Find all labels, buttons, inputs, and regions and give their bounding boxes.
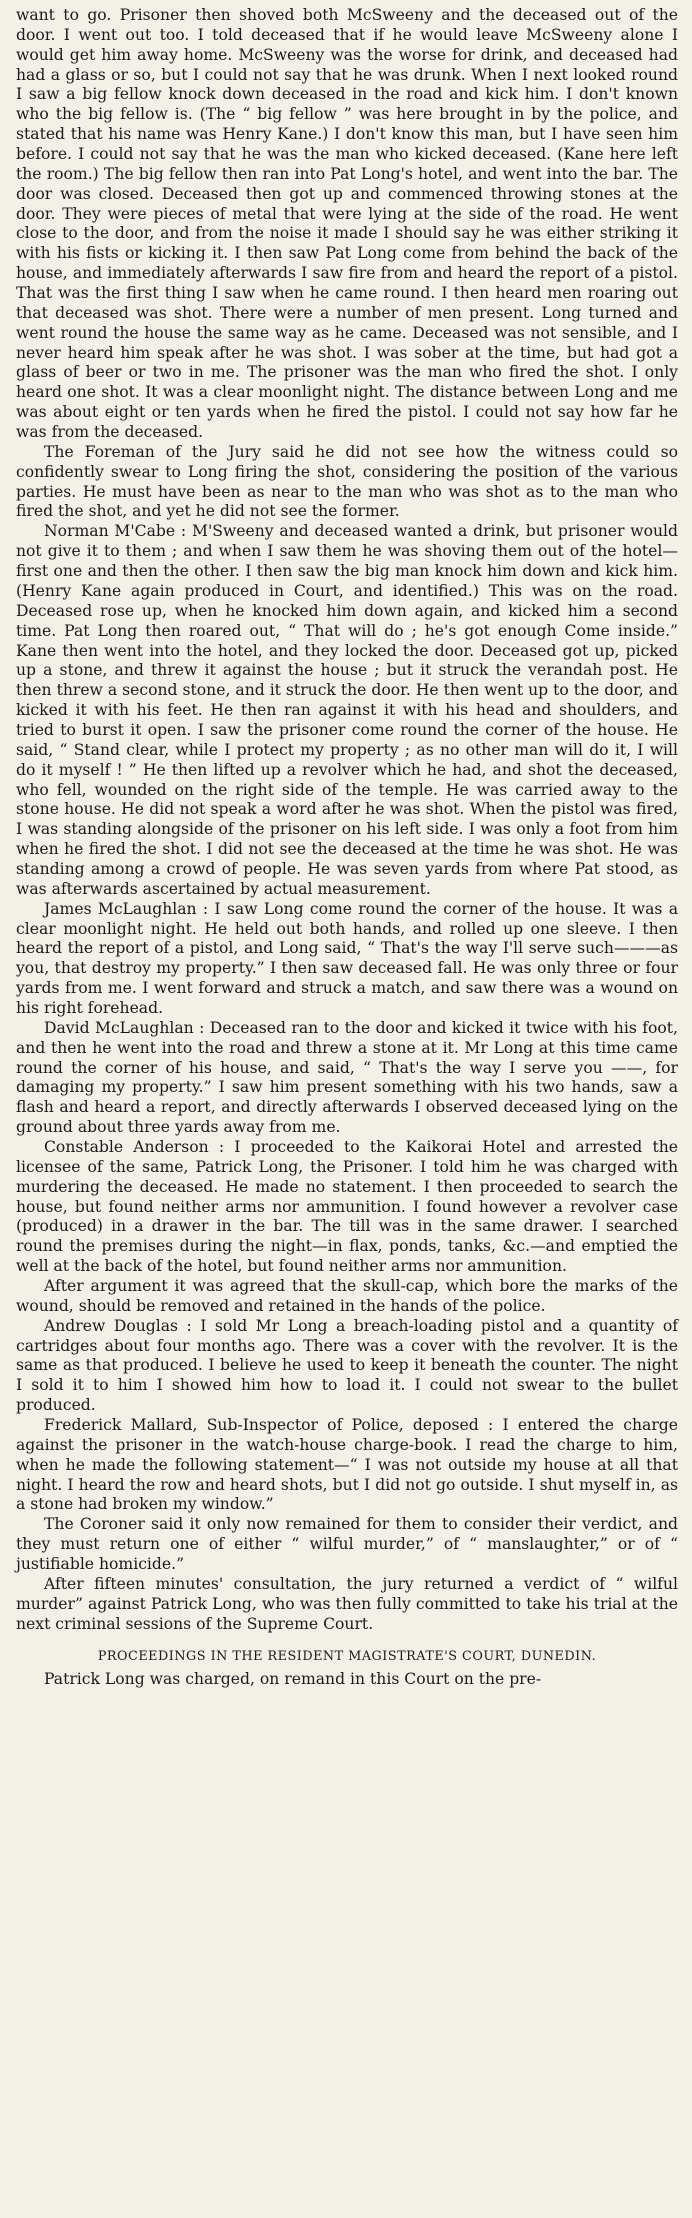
speaker: Constable Anderson : [44,1137,225,1156]
speaker: Norman M'Cabe : [44,522,187,541]
paragraph-text: The Foreman of the Jury said he did not see how the witness could so confidently swear to Long firing the shot, considering the position of the various parties. He must have been as near to the man who was shot as to the man who fired the shot, and yet he did not see the former. [16,442,678,521]
paragraph-james-mclaughlan [16,900,678,1019]
section-heading: PROCEEDINGS IN THE RESIDENT MAGISTRATE'S COURT, DUNEDIN. [97,1649,597,1665]
paragraph-text: I saw Long come round the corner of the house. It was a clear moonlight night. He held out both hands, and rolled up one sleeve. I then heard the report of a pistol, and Long said, “ That's the way I'll serve such———as you, that destroy my property.” I then saw deceased fall. He was only three or four yards from me. I went forward and struck a match, and saw there was a wound on his right forehead. [16,899,678,1017]
paragraph-text: M'Sweeny and deceased wanted a drink, but prisoner would not give it to them ; and when I saw them he was shoving them out of the hotel—first one and then the other. I then saw the big man knock him down and kick him. (Henry Kane again produced in Court, and identified.) This was on the road. Deceased rose up, when he knocked him down again, and kicked him a second time. Pat Long then roared out, “ That will do ; he's got enough Come inside.” Kane then went into the hotel, and they locked the door. Deceased got up, picked up a stone, and threw it against the house ; but it struck the verandah post. He then threw a second stone, and it struck the door. He then went up to the door, and kicked it with his feet. He then ran against it with his head and shoulders, and tried to burst it open. I saw the prisoner come round the corner of the house. He said, “ Stand clear, while I protect my property ; as no other man will do it, I will do it myself ! ” He then lifted up a revolver which he had, and shot the deceased, who fell, wounded on the right side of the temple. He was carried away to the stone house. He did not speak a word after he was shot. When the pistol was fired, I was standing alongside of the prisoner on his left side. I was only a foot from him when he fired the shot. I did not see the deceased at the time he was shot. He was standing among a crowd of people. He was seven yards from where Pat stood, as was afterwards ascertained by actual measurement. [16,522,678,898]
paragraph-text: After fifteen minutes' consultation, the jury returned a verdict of “ wilful murder” against Patrick Long, who was then fully committed to take his trial at the next criminal sessions of the Supreme Court. [16,1574,678,1633]
paragraph-verdict [16,1575,678,1635]
paragraph-text: want to go. Prisoner then shoved both McSweeny and the deceased out of the door. I went out too. I told deceased that if he would leave McSweeny alone I would get him away home. McSweeny was the worse for drink, and deceased had had a glass or so, but I could not say that he was drunk. When I next looked round I saw a big fellow knock down deceased in the road and kick him. I don't known who the big fellow is. (The “ big fellow ” was here brought in by the police, and stated that his name was Henry Kane.) I don't know this man, but I have seen him before. I could not say that he was the man who kicked deceased. (Kane here left the room.) The big fellow then ran into Pat Long's hotel, and went into the bar. The door was closed. Deceased then got up and commenced throwing stones at the door. They were pieces of metal that were lying at the side of the road. He went close to the door, and from the noise it made I should say he was either striking it with his fists or kicking it. I then saw Pat Long come from behind the back of the house, and immediately afterwards I saw fire from and heard the report of a pistol. That was the first thing I saw when he came round. I then heard men roaring out that deceased was shot. There were a number of men present. Long turned and went round the house the same way as he came. Deceased was not sensible, and I never heard him speak after he was shot. I was sober at the time, but had got a glass of beer or two in me. The prisoner was the man who fired the shot. I only heard one shot. It was a clear moonlight night. The distance between Long and me was about eight or ten yards when he fired the pistol. I could not say how far he was from the deceased. [16,6,678,442]
speaker: David McLaughlan : [44,1018,205,1037]
paragraph-witness-continuation [16,6,678,443]
closing-line: Patrick Long was charged, on remand in this Court on the pre- [44,1670,542,1689]
speaker: Frederick Mallard, Sub-Inspector of Police, deposed : [44,1416,494,1435]
paragraph-mallard [16,1416,678,1515]
paragraph-anderson [16,1138,678,1277]
paragraph-david-mclaughlan [16,1019,678,1138]
paragraph-skull-cap [16,1277,678,1317]
paragraph-coroner [16,1515,678,1575]
paragraph-text: After argument it was agreed that the skull-cap, which bore the marks of the wound, should be removed and retained in the hands of the police. [16,1277,678,1315]
speaker: Andrew Douglas : [44,1316,192,1335]
paragraph-foreman [16,443,678,522]
paragraph-text: I sold Mr Long a breach-loading pistol and a quantity of cartridges about four months ago. There was a cover with the revolver. It is the same as that produced. I believe he used to keep it beneath the counter. The night I sold it to him I showed him how to load it. I could not swear to the bullet produced. [16,1316,679,1415]
paragraph-text: I proceeded to the Kaikorai Hotel and arrested the licensee of the same, Patrick Long, the Prisoner. I told him he was charged with murdering the deceased. He made no statement. I then proceeded to search the house, but found neither arms nor ammunition. I found however a revolver case (produced) in a drawer in the bar. The till was in the same drawer. I searched round the premises during the night—in flax, ponds, tanks, &c.—and emptied the well at the back of the hotel, but found neither arms nor ammunition. [16,1137,678,1276]
paragraph-text: Deceased ran to the door and kicked it twice with his foot, and then he went into the road and threw a stone at it. Mr Long at this time came round the corner of his house, and said, “ That's the way I serve you ——, for damaging my property.” I saw him present something with his two hands, saw a flash and heard a report, and directly afterwards I observed deceased lying on the ground about three yards away from me. [16,1018,678,1137]
paragraph-text: I entered the charge against the prisoner in the watch-house charge-book. I read the charge to him, when he made the following statement—“ I was not outside my house at all that night. I heard the row and heard shots, but I did not go outside. I shut myself in, as a stone had broken my window.” [16,1416,678,1514]
paragraph-text: The Coroner said it only now remained for them to consider their verdict, and they must return one of either “ wilful murder,” of “ manslaughter,” or of “ justifiable homicide.” [16,1515,678,1574]
speaker: James McLaughlan : [44,899,209,918]
paragraph-mccabe [16,522,678,899]
paragraph-douglas [16,1317,678,1416]
